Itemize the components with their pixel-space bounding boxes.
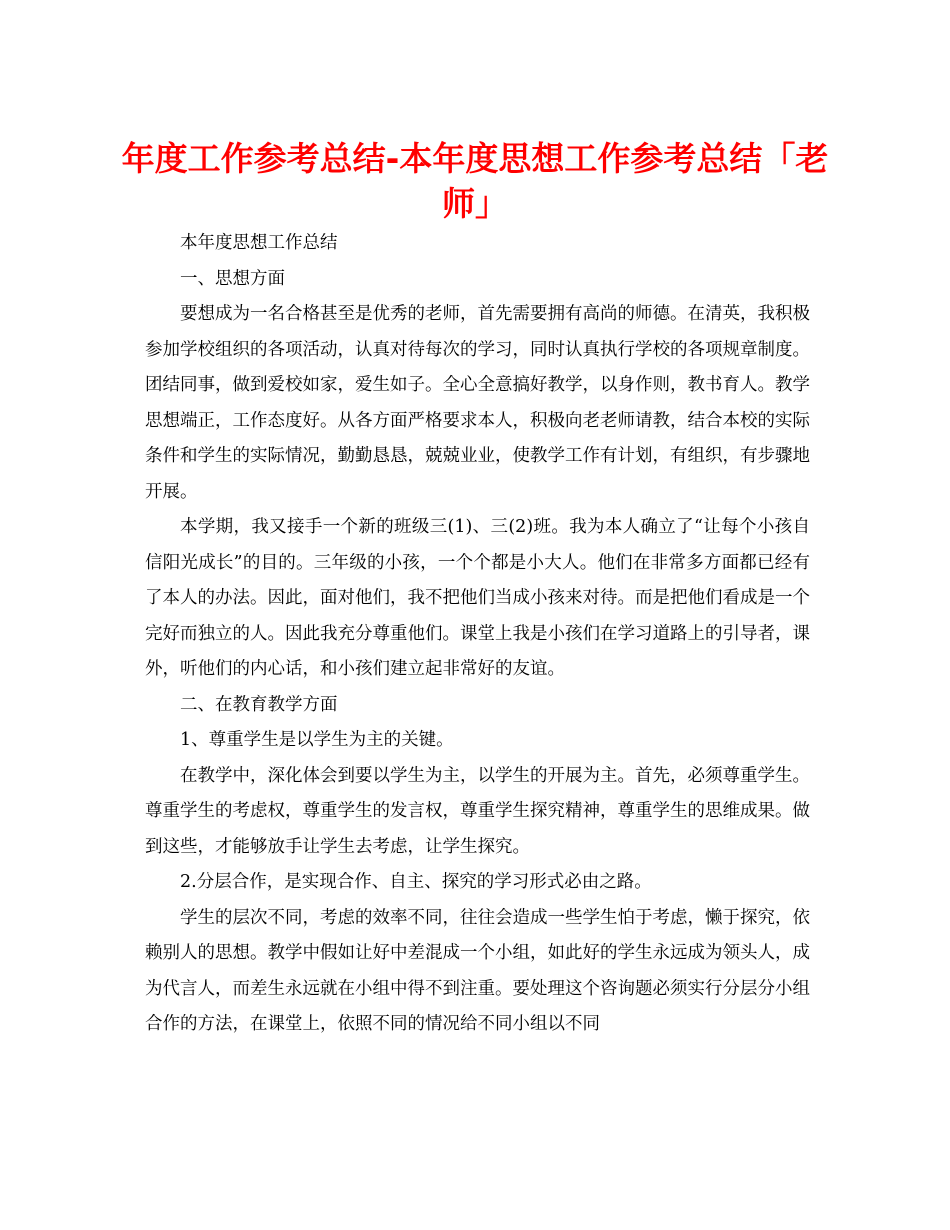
document-title: 年度工作参考总结-本年度思想工作参考总结「老师」 <box>121 139 829 223</box>
paragraph: 在教学中，深化体会到要以学生为主，以学生的开展为主。首先，必须尊重学生。尊重学生的考虑权，尊重学生的发言权，尊重学生探究精神，尊重学生的思维成果。做到这些，才能够放手让学生去考虑，让学生探究。 <box>145 765 810 857</box>
document-body <box>145 226 810 1043</box>
section-heading-thought: 一、思想方面 <box>180 268 285 289</box>
section-heading-teaching: 二、在教育教学方面 <box>180 694 338 715</box>
paragraph: 学生的层次不同，考虑的效率不同，往往会造成一些学生怕于考虑，懒于探究，依赖别人的思想。教学中假如让好中差混成一个小组，如此好的学生永远成为领头人，成为代言人，而差生永远就在小组中得不到注重。要处理这个咨询题必须实行分层分小组合作的方法，在课堂上，依照不同的情况给不同小组以不同 <box>145 907 810 1034</box>
paragraph: 要想成为一名合格甚至是优秀的老师，首先需要拥有高尚的师德。在清英，我积极参加学校组织的各项活动，认真对待每次的学习，同时认真执行学校的各项规章制度。团结同事，做到爱校如家，爱生如子。全心全意搞好教学，以身作则，教书育人。教学思想端正，工作态度好。从各方面严格要求本人，积极向老老师请教，结合本校的实际条件和学生的实际情况，勤勤恳恳，兢兢业业，使教学工作有计划，有组织，有步骤地开展。 <box>145 304 810 502</box>
paragraph-heading: 本年度思想工作总结 <box>180 233 338 253</box>
paragraph: 本学期，我又接手一个新的班级三(1)、三(2)班。我为本人确立了“让每个小孩自信阳光成长”的目的。三年级的小孩，一个个都是小大人。他们在非常多方面都已经有了本人的办法。因此，面对他们，我不把他们当成小孩来对待。而是把他们看成是一个完好而独立的人。因此我充分尊重他们。课堂上我是小孩们在学习道路上的引导者，课外，听他们的内心话，和小孩们建立起非常好的友谊。 <box>145 517 810 679</box>
subheading: 2.分层合作，是实现合作、自主、探究的学习形式必由之路。 <box>180 872 652 892</box>
subheading: 1、尊重学生是以学生为主的关键。 <box>180 730 454 750</box>
